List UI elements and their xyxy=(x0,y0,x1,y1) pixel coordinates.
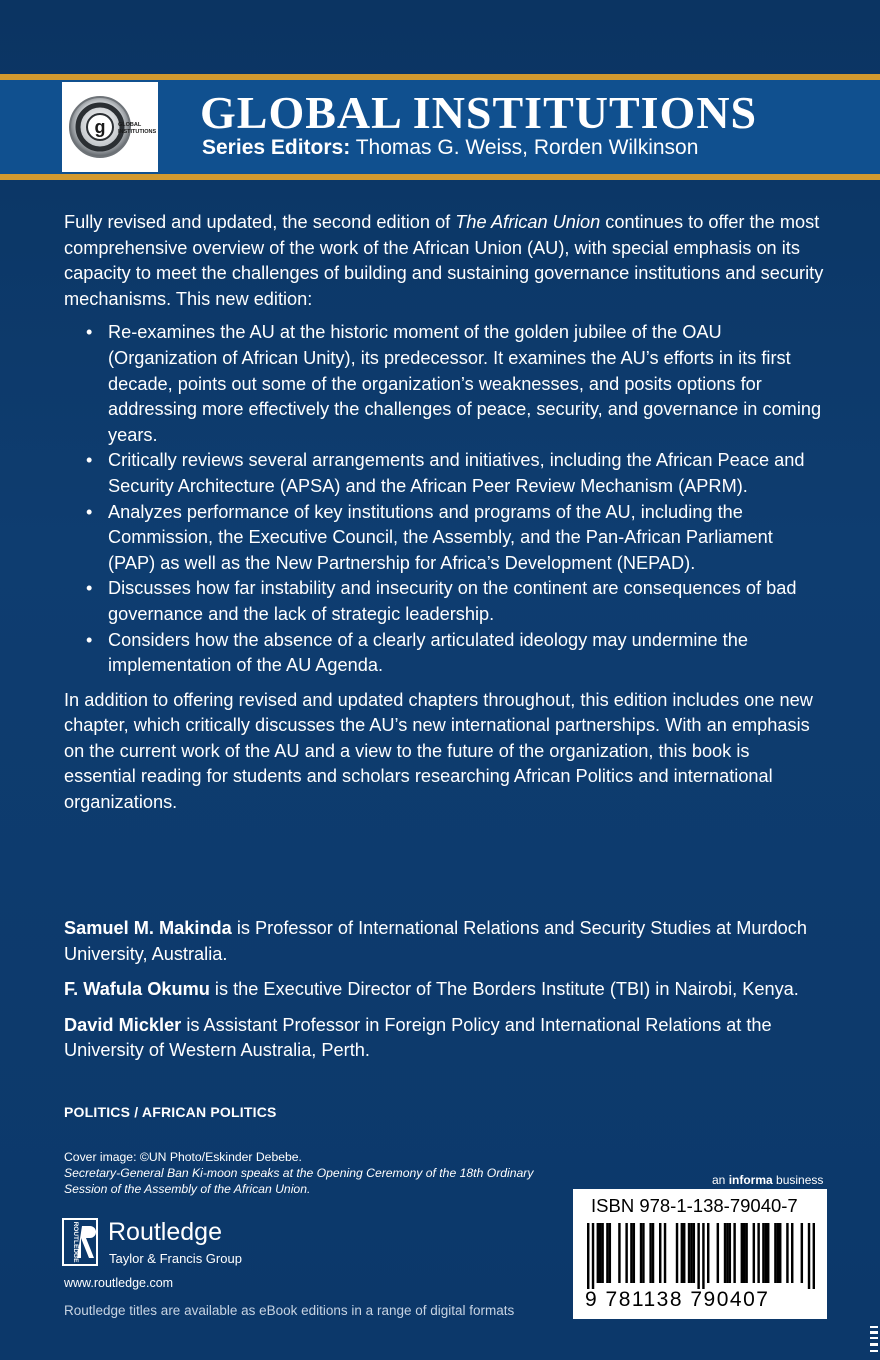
barcode-bar xyxy=(688,1223,690,1283)
barcode-bar xyxy=(741,1223,743,1283)
series-editors-label: Series Editors: xyxy=(202,136,351,159)
barcode-bar xyxy=(702,1223,704,1289)
series-editors-names: Thomas G. Weiss, Rorden Wilkinson xyxy=(355,136,699,159)
barcode xyxy=(587,1223,815,1289)
barcode-bar xyxy=(676,1223,678,1283)
barcode-bar xyxy=(774,1223,776,1283)
barcode-bar xyxy=(786,1223,788,1283)
barcode-bar xyxy=(633,1223,635,1283)
barcode-bar xyxy=(649,1223,651,1283)
barcode-bar xyxy=(587,1223,589,1289)
barcode-bar xyxy=(693,1223,695,1283)
blurb-closing: In addition to offering revised and updated chapters throughout, this edition includes one new chapter, which critically discusses the AU’s new international partnerships. With an emphasis on the current work of the AU and a view to the future of the organization, this book is essential reading for students and scholars researching African Politics and international organizations. xyxy=(64,689,813,813)
list-item: • Re-examines the AU at the historic moment of the golden jubilee of the OAU (Organization of African Unity), its predecessor. It examines the AU’s efforts in its first decade, points out some of the organization’s weaknesses, and posits options for addressing more effectively the challenges of peace, security, and governance in coming years. xyxy=(64,320,824,448)
list-item: • Discusses how far instability and insecurity on the continent are consequences of bad governance and the lack of strategic leadership. xyxy=(64,576,824,627)
barcode-bar xyxy=(652,1223,654,1283)
barcode-bar xyxy=(597,1223,599,1283)
barcode-bar xyxy=(618,1223,620,1283)
svg-text:GLOBAL: GLOBAL xyxy=(118,122,142,128)
barcode-bar xyxy=(765,1223,767,1283)
author-bio: F. Wafula Okumu is the Executive Director of The Borders Institute (TBI) in Nairobi, Kenya. xyxy=(64,979,799,1000)
barcode-bar xyxy=(642,1223,644,1283)
blurb-intro: Fully revised and updated, the second edition of The African Union continues to offer the most comprehensive overview of the work of the African Union (AU), with special emphasis on its capacity to meet the challenges of building and sustaining governance institutions and security mechanisms. This new edition: xyxy=(64,212,824,309)
series-editors xyxy=(202,136,698,160)
author-bio: Samuel M. Makinda is Professor of International Relations and Security Studies at Murdoch University, Australia. xyxy=(64,918,808,964)
barcode-bar xyxy=(724,1223,726,1283)
svg-text:g: g xyxy=(94,117,106,137)
series-title: GLOBAL INSTITUTIONS xyxy=(200,87,758,138)
barcode-bar xyxy=(743,1223,745,1283)
blurb xyxy=(64,210,824,816)
barcode-bar xyxy=(609,1223,611,1283)
global-institutions-logo-icon xyxy=(62,82,158,172)
informa-brand: informa xyxy=(728,1173,773,1187)
author-bio: David Mickler is Assistant Professor in Foreign Policy and International Relations at the University of Western Australia, Perth. xyxy=(64,1014,772,1061)
barcode-bar xyxy=(625,1223,627,1283)
barcode-bar xyxy=(726,1223,728,1283)
barcode-bar xyxy=(767,1223,769,1283)
barcode-bar xyxy=(801,1223,803,1283)
barcode-bar xyxy=(664,1223,666,1283)
publisher-name: Routledge xyxy=(108,1218,222,1246)
barcode-bar xyxy=(717,1223,719,1283)
svg-text:ROUTLEDGE: ROUTLEDGE xyxy=(72,1221,79,1263)
feature-list xyxy=(64,320,824,678)
barcode-bar xyxy=(599,1223,601,1283)
barcode-bar xyxy=(683,1223,685,1283)
barcode-bar xyxy=(733,1223,735,1283)
cover-credit xyxy=(64,1149,564,1197)
svg-text:INSTITUTIONS: INSTITUTIONS xyxy=(118,129,157,135)
barcode-bar xyxy=(791,1223,793,1283)
publisher-url[interactable]: www.routledge.com xyxy=(64,1276,174,1290)
barcode-bar xyxy=(592,1223,594,1289)
author-name: F. Wafula Okumu xyxy=(64,979,210,1000)
barcode-bar xyxy=(630,1223,632,1283)
cover-caption: Secretary-General Ban Ki-moon speaks at the Opening Ceremony of the 18th Ordinary Session of the Assembly of the African Union. xyxy=(64,1166,534,1196)
barcode-bar xyxy=(681,1223,683,1283)
barcode-bar xyxy=(753,1223,755,1283)
list-item: • Analyzes performance of key institutions and programs of the AU, including the Commission, the Executive Council, the Assembly, and the Pan-African Parliament (PAP) as well as the New Partnership for Africa’s Development (NEPAD). xyxy=(64,500,824,577)
routledge-logo-icon xyxy=(62,1218,98,1266)
barcode-bar xyxy=(745,1223,747,1283)
barcode-bar xyxy=(601,1223,603,1283)
list-item: • Considers how the absence of a clearly articulated ideology may undermine the implementation of the AU Agenda. xyxy=(64,628,824,679)
barcode-bar xyxy=(659,1223,661,1283)
barcode-bar xyxy=(762,1223,764,1283)
barcode-bar xyxy=(779,1223,781,1283)
barcode-bar xyxy=(808,1223,810,1289)
barcode-bar xyxy=(729,1223,731,1283)
cover-credit-line: Cover image: ©UN Photo/Eskinder Debebe. xyxy=(64,1150,302,1164)
ebook-note: Routledge titles are available as eBook editions in a range of digital formats xyxy=(64,1303,515,1318)
informa-tagline: an informa business xyxy=(712,1173,824,1187)
author-name: Samuel M. Makinda xyxy=(64,918,232,938)
series-logo xyxy=(62,82,158,172)
barcode-bar xyxy=(707,1223,709,1283)
publisher-group: Taylor & Francis Group xyxy=(109,1251,242,1266)
author-name: David Mickler xyxy=(64,1014,182,1035)
barcode-bar xyxy=(690,1223,692,1283)
subject-category: POLITICS / AFRICAN POLITICS xyxy=(64,1104,277,1120)
edge-print-marks-icon xyxy=(864,1322,880,1360)
barcode-bar xyxy=(697,1223,699,1289)
barcode-bar xyxy=(813,1223,815,1289)
barcode-digits: 9 781138 790407 xyxy=(585,1288,770,1311)
isbn-number: ISBN 978-1-138-79040-7 xyxy=(591,1195,798,1216)
isbn-barcode-box xyxy=(573,1189,827,1319)
list-item: • Critically reviews several arrangements and initiatives, including the African Peace and Security Architecture (APSA) and the African Peer Review Mechanism (APRM). xyxy=(64,448,824,499)
barcode-bar xyxy=(606,1223,608,1283)
barcode-bar xyxy=(757,1223,759,1283)
barcode-bar xyxy=(777,1223,779,1283)
barcode-bar xyxy=(640,1223,642,1283)
author-bios xyxy=(64,916,824,1074)
book-title: The African Union xyxy=(455,212,601,232)
